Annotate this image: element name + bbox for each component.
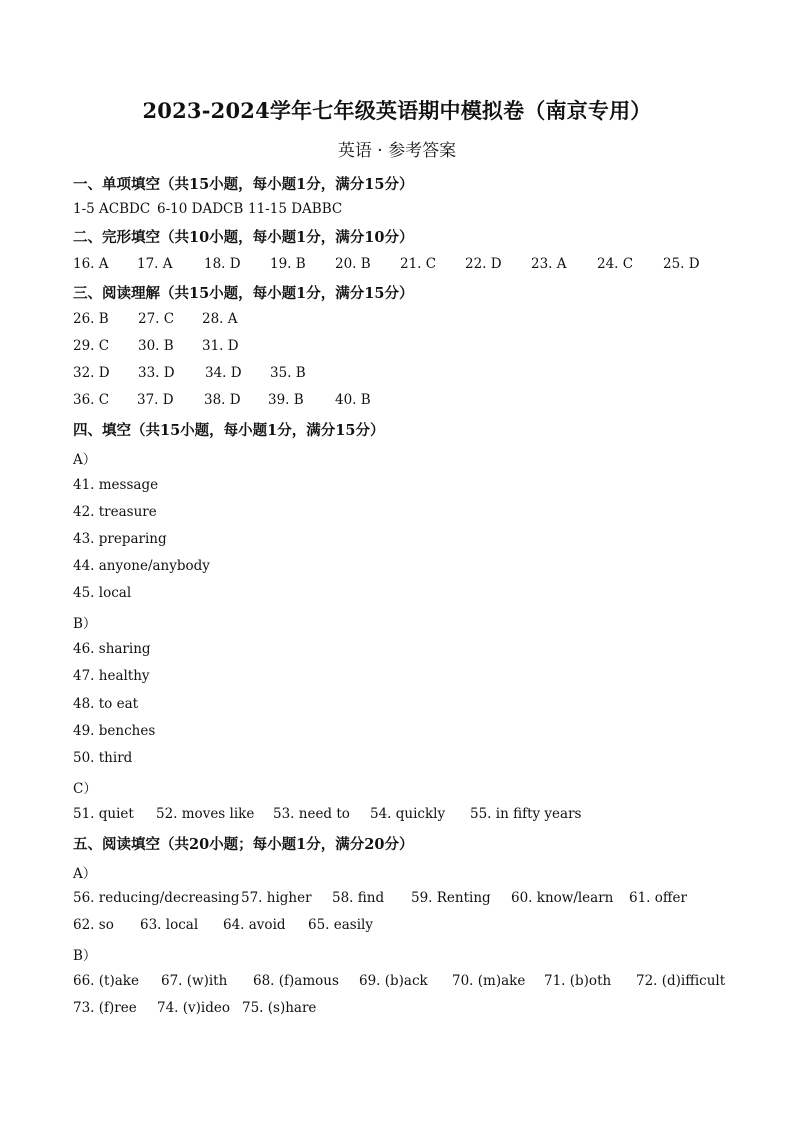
section-1-heading: 一、单项填空（共15小题，每小题1分，满分15分） (73, 176, 414, 193)
section-4-heading: 四、填空（共15小题，每小题1分，满分15分） (73, 422, 385, 439)
answer-item: 32. D (73, 365, 110, 381)
page-title: 2023-2024学年七年级英语期中模拟卷（南京专用） (142, 98, 652, 123)
answer-item: 52. moves like (156, 806, 255, 822)
answer-item: 23. A (531, 256, 567, 272)
answer-item: 39. B (268, 392, 304, 408)
answer-item: 72. (d)ifficult (636, 973, 726, 989)
answer-item: 51. quiet (73, 806, 134, 822)
answer-item: 27. C (138, 311, 175, 327)
section-5-a-row (73, 917, 373, 933)
answer-item: 55. in fifty years (470, 806, 582, 822)
page-subtitle: 英语 · 参考答案 (337, 141, 457, 161)
answer-item: 34. D (205, 365, 242, 381)
answer-item: 41. message (73, 477, 159, 493)
section-5-heading: 五、阅读填空（共20小题；每小题1分，满分20分） (73, 836, 414, 853)
part-label: C） (73, 781, 97, 797)
section-5-a-row (73, 890, 687, 906)
answer-item: 64. avoid (223, 917, 286, 933)
section-3-row (73, 311, 238, 327)
answer-item: 63. local (140, 917, 199, 933)
answer-item: 48. to eat (73, 696, 139, 712)
answer-item: 29. C (73, 338, 110, 354)
part-label: B） (73, 948, 97, 964)
answer-item: 26. B (73, 311, 109, 327)
answer-item: 59. Renting (411, 890, 491, 906)
answer-item: 65. easily (308, 917, 373, 933)
answer-item: 22. D (465, 256, 502, 272)
answer-item: 66. (t)ake (73, 973, 139, 989)
answer-item: 71. (b)oth (544, 973, 612, 989)
answer-item: 18. D (204, 256, 241, 272)
answer-item: 36. C (73, 392, 110, 408)
section-3-row (73, 338, 239, 354)
section-1-answers (73, 201, 342, 217)
section-2-answers (73, 256, 700, 272)
section-3-heading: 三、阅读理解（共15小题，每小题1分，满分15分） (73, 285, 414, 302)
part-label: B） (73, 616, 97, 632)
answer-item: 74. (v)ideo (157, 1000, 230, 1016)
answer-item: 17. A (137, 256, 173, 272)
answer-item: 67. (w)ith (161, 973, 228, 989)
answer-item: 56. reducing/decreasing (73, 890, 240, 906)
answer-item: 53. need to (273, 806, 350, 822)
answer-item: 19. B (270, 256, 306, 272)
answer-item: 47. healthy (73, 668, 150, 684)
answer-item: 46. sharing (73, 641, 151, 657)
answer-item: 45. local (73, 585, 132, 601)
answer-item: 21. C (400, 256, 437, 272)
answer-item: 62. so (73, 917, 114, 933)
answer-item: 16. A (73, 256, 109, 272)
answer-item: 49. benches (73, 723, 156, 739)
answer-item: 73. (f)ree (73, 1000, 137, 1016)
answer-item: 30. B (138, 338, 174, 354)
section-3-row (73, 365, 306, 381)
answer-item: 57. higher (241, 890, 312, 906)
answer-item: 54. quickly (370, 806, 446, 822)
answer-group: 1-5 ACBDC (73, 201, 151, 217)
answer-item: 68. (f)amous (253, 973, 339, 989)
part-label: A） (73, 866, 97, 882)
answer-item: 43. preparing (73, 531, 167, 547)
answer-item: 38. D (204, 392, 241, 408)
part-label: A） (73, 452, 97, 468)
section-3-row (73, 392, 371, 408)
answer-item: 40. B (335, 392, 371, 408)
section-5-b-row (73, 1000, 316, 1016)
answer-item: 42. treasure (73, 504, 157, 520)
answer-item: 20. B (335, 256, 371, 272)
answer-item: 37. D (137, 392, 174, 408)
answer-item: 70. (m)ake (452, 973, 526, 989)
answer-item: 25. D (663, 256, 700, 272)
section-4-c-row (73, 806, 581, 822)
answer-item: 69. (b)ack (359, 973, 428, 989)
answer-item: 28. A (202, 311, 238, 327)
answer-item: 31. D (202, 338, 239, 354)
answer-item: 60. know/learn (511, 890, 614, 906)
answer-item: 58. find (332, 890, 385, 906)
answer-item: 75. (s)hare (242, 1000, 317, 1016)
answer-item: 50. third (73, 750, 133, 766)
answer-item: 44. anyone/anybody (73, 558, 210, 574)
answer-item: 61. offer (629, 890, 687, 906)
section-5-b-row (73, 973, 725, 989)
answer-item: 35. B (270, 365, 306, 381)
answer-group: 11-15 DABBC (248, 201, 343, 217)
section-2-heading: 二、完形填空（共10小题，每小题1分，满分10分） (73, 229, 414, 246)
answer-item: 33. D (138, 365, 175, 381)
answer-group: 6-10 DADCB (157, 201, 244, 217)
answer-item: 24. C (597, 256, 634, 272)
